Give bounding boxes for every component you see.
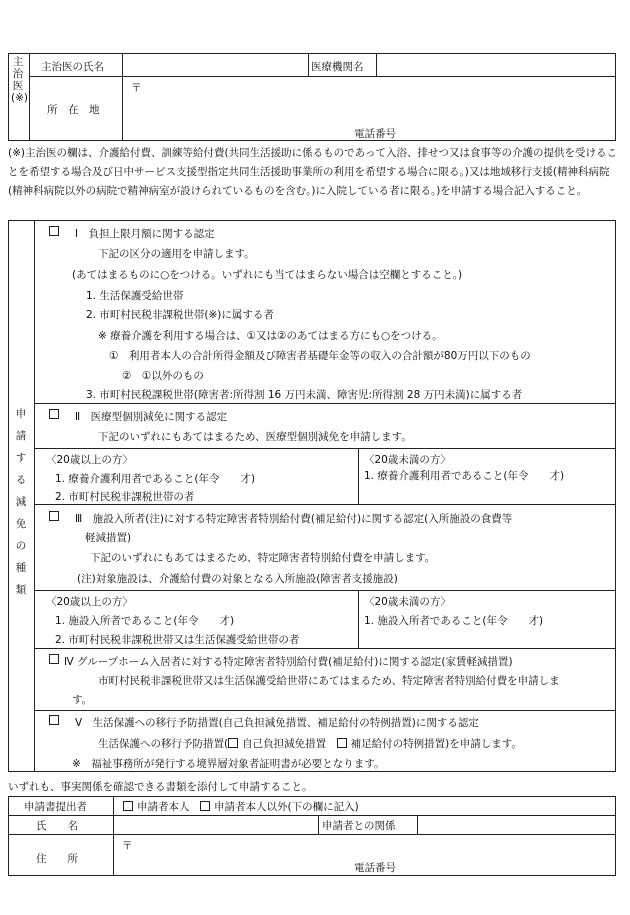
s2-over20-item2[interactable]: 2. 市町村民税非課税世帯の者 [55,491,195,503]
s3-over20-item2[interactable]: 2. 市町村民税非課税世帯又は生活保護受給世帯の者 [55,634,300,646]
s3-under20-heading: 〈20歳未満の方〉 [364,596,451,608]
institution-label: 医療機関名 [311,61,364,73]
s3-under20-item1[interactable]: 1. 施設入所者であること(年令 才) [364,615,544,627]
submitter-other-checkbox[interactable] [200,801,210,811]
s3-over20-item1[interactable]: 1. 施設入所者であること(年令 才) [55,615,235,627]
submitter-options [123,799,359,814]
s3-line1: 下記のいずれにもあてはまるため、特定障害者特別給付費を申請します。 [90,552,436,564]
doctor-note: (※)主治医の欄は、介護給付費、訓練等給付費(共同生活援助に係るものであって入浴、排せつ又は食事等の介護の提供を受けることを希望する場合及び日中サービス支援型指定共同生活援助事業所の利用を希望する場合に限る。)又は地域移行支援(精神科病院(精神科病院以外の病院で精神病室が設けられているものを含む。)に入院している者に限る。)を申請する場合記入すること。 [8,147,617,197]
submitter-self-checkbox[interactable] [123,801,133,811]
s1-item3[interactable]: 3. 市町村民税課税世帯(障害者:所得割 16 万円未満、障害児:所得割 28 万円未満)に属する者 [86,389,523,401]
s2-over20-item1[interactable]: 1. 療養介護利用者であること(年令 才) [55,473,256,485]
s2-under20-item1[interactable]: 1. 療養介護利用者であること(年令 才) [364,470,565,482]
s1-title: Ⅰ 負担上限月額に関する認定 [75,228,215,240]
s2-under20-heading: 〈20歳未満の方〉 [364,454,451,466]
submitter-name-field[interactable] [115,817,316,832]
submitter-phone-label: 電話番号 [354,862,396,874]
submitter-name-label: 氏 名 [36,820,78,832]
s5-line1-post: )を申請します。 [445,738,522,750]
submitter-address-label: 住 所 [36,853,78,865]
s1-sub2[interactable]: ② ①以外のもの [122,370,204,382]
doctor-name-label: 主治医の氏名 [41,61,104,73]
s5-opt2-label: 補足給付の特例措置 [350,738,446,750]
submitter-postal-mark: 〒 [122,840,133,852]
relation-field[interactable] [419,817,614,832]
s2-title: Ⅱ 医療型個別減免に関する認定 [75,411,228,423]
s5-line1-pre: 生活保護への移行予防措置( [98,738,229,750]
s2-over20-heading: 〈20歳以上の方〉 [46,454,133,466]
s3-title: Ⅲ 施設入所者(注)に対する特定障害者特別給付費(補足給付)に関する認定(入所施設の食費等 [75,513,513,525]
s2-line1: 下記のいずれにもあてはまるため、医療型個別減免を申請します。 [98,431,412,443]
s4-line2: す。 [72,694,93,706]
s5-title: Ⅴ 生活保護への移行予防措置(自己負担減免措置、補足給付の特例措置)に関する認定 [75,717,479,729]
s5-opt1-label: 自己負担減免措置 [242,738,327,750]
s4-checkbox[interactable] [49,654,63,666]
s3-checkbox[interactable] [49,511,63,523]
doctor-side-label: 主治医(※) [11,56,28,104]
institution-field[interactable] [378,55,614,75]
s1-checkbox[interactable] [49,226,63,238]
attach-note: いずれも、事実関係を確認できる書類を添付して申請すること。 [8,781,313,793]
doctor-phone-label: 電話番号 [354,128,396,140]
s3-title-cont: 軽減措置) [85,532,132,544]
s5-opt1-checkbox[interactable] [228,738,238,748]
s1-item1[interactable]: 1. 生活保護受給世帯 [86,290,184,302]
submitter-other-label: 申請者本人以外(下の欄に記入) [214,801,359,813]
s1-sub1[interactable]: ① 利用者本人の合計所得金額及び障害者基礎年金等の収入の合計額が80万円以下のもの [109,350,531,362]
s1-item2[interactable]: 2. 市町村民税非課税世帯(※)に属する者 [86,309,274,321]
doctor-postal-mark: 〒 [131,82,142,94]
s3-note: (注)対象施設は、介護給付費の対象となる入所施設(障害者支援施設) [77,573,398,585]
s2-checkbox[interactable] [49,409,63,421]
doctor-name-field[interactable] [124,55,306,75]
submitter-label: 申請書提出者 [24,801,87,813]
s4-title: Ⅳ グループホーム入居者に対する特定障害者特別給付費(補足給付)に関する認定(家賃軽減措置) [64,656,513,668]
doctor-address-label: 所 在 地 [47,104,100,116]
s1-line1: 下記の区分の適用を申請します。 [98,248,255,260]
s4-line1: 市町村民税非課税世帯又は生活保護受給世帯にあてはまるため、特定障害者特別給付費を申請しま [98,675,560,687]
s5-checkbox[interactable] [49,715,63,727]
s5-note: ※ 福祉事務所が発行する境界層対象者証明書が必要となります。 [72,758,385,770]
submitter-self-label: 申請者本人 [137,801,190,813]
s3-over20-heading: 〈20歳以上の方〉 [46,596,133,608]
s1-note: ※ 療養介護を利用する場合は、①又は②のあてはまる方にも○をつける。 [98,330,443,342]
s5-opt2-checkbox[interactable] [337,738,347,748]
reduction-side-label: 申請する減免の種類 [15,408,27,596]
relation-label: 申請者との関係 [322,820,396,832]
s5-line1 [98,736,522,751]
s1-line2: (あてはまるものに○をつける。いずれにも当てはまらない場合は空欄とすること。) [72,269,463,281]
